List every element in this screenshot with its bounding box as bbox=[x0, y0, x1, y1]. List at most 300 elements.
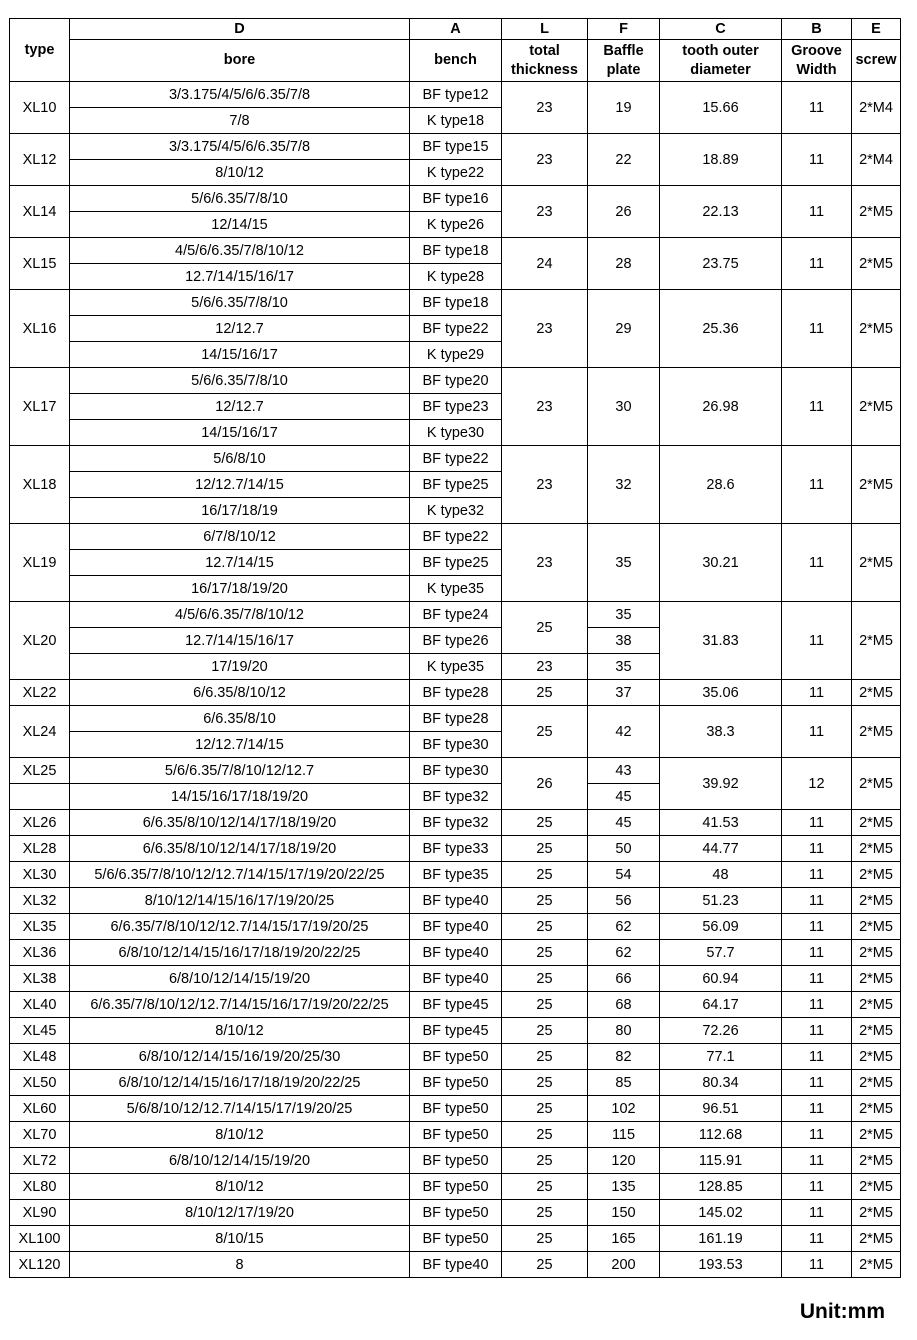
screw-cell: 2*M5 bbox=[852, 992, 901, 1018]
bench-cell: BF type45 bbox=[410, 1018, 502, 1044]
thickness-cell: 23 bbox=[502, 446, 588, 524]
groove-cell: 11 bbox=[782, 1018, 852, 1044]
bench-cell: BF type40 bbox=[410, 966, 502, 992]
baffle-cell: 45 bbox=[588, 810, 660, 836]
bore-cell: 6/8/10/12/14/15/19/20 bbox=[70, 966, 410, 992]
table-row bbox=[10, 1070, 901, 1096]
diameter-cell: 96.51 bbox=[660, 1096, 782, 1122]
diameter-cell: 26.98 bbox=[660, 368, 782, 446]
table-row bbox=[10, 1122, 901, 1148]
diameter-cell: 35.06 bbox=[660, 680, 782, 706]
screw-cell: 2*M5 bbox=[852, 1200, 901, 1226]
groove-cell: 11 bbox=[782, 1200, 852, 1226]
screw-cell: 2*M5 bbox=[852, 1226, 901, 1252]
thickness-cell: 25 bbox=[502, 836, 588, 862]
bench-cell: K type35 bbox=[410, 576, 502, 602]
bench-cell: K type22 bbox=[410, 160, 502, 186]
bore-cell: 5/6/6.35/7/8/10/12/12.7/14/15/17/19/20/22/25 bbox=[70, 862, 410, 888]
bench-cell: BF type50 bbox=[410, 1096, 502, 1122]
type-cell-empty bbox=[10, 784, 70, 810]
bench-cell: BF type30 bbox=[410, 758, 502, 784]
type-cell: XL36 bbox=[10, 940, 70, 966]
header-groove-width: Groove Width bbox=[782, 40, 852, 82]
thickness-cell: 25 bbox=[502, 992, 588, 1018]
type-cell: XL19 bbox=[10, 524, 70, 602]
baffle-cell: 29 bbox=[588, 290, 660, 368]
bench-cell: BF type23 bbox=[410, 394, 502, 420]
diameter-cell: 145.02 bbox=[660, 1200, 782, 1226]
groove-cell: 11 bbox=[782, 1226, 852, 1252]
thickness-cell: 23 bbox=[502, 368, 588, 446]
table-row bbox=[10, 758, 901, 784]
groove-cell: 11 bbox=[782, 1070, 852, 1096]
baffle-cell: 135 bbox=[588, 1174, 660, 1200]
bench-cell: BF type50 bbox=[410, 1122, 502, 1148]
bore-cell: 12/12.7/14/15 bbox=[70, 472, 410, 498]
bore-cell: 6/6.35/7/8/10/12/12.7/14/15/17/19/20/25 bbox=[70, 914, 410, 940]
baffle-cell: 45 bbox=[588, 784, 660, 810]
baffle-cell: 62 bbox=[588, 940, 660, 966]
thickness-cell: 23 bbox=[502, 186, 588, 238]
bore-cell: 16/17/18/19/20 bbox=[70, 576, 410, 602]
thickness-cell: 25 bbox=[502, 1044, 588, 1070]
table-row bbox=[10, 238, 901, 264]
diameter-cell: 41.53 bbox=[660, 810, 782, 836]
bench-cell: BF type16 bbox=[410, 186, 502, 212]
screw-cell: 2*M5 bbox=[852, 368, 901, 446]
thickness-cell: 25 bbox=[502, 1148, 588, 1174]
diameter-cell: 128.85 bbox=[660, 1174, 782, 1200]
bench-cell: BF type50 bbox=[410, 1148, 502, 1174]
bench-cell: BF type32 bbox=[410, 810, 502, 836]
type-cell: XL60 bbox=[10, 1096, 70, 1122]
groove-cell: 11 bbox=[782, 446, 852, 524]
bench-cell: BF type25 bbox=[410, 472, 502, 498]
screw-cell: 2*M5 bbox=[852, 680, 901, 706]
diameter-cell: 23.75 bbox=[660, 238, 782, 290]
thickness-cell: 26 bbox=[502, 758, 588, 810]
bore-cell: 5/6/6.35/7/8/10 bbox=[70, 186, 410, 212]
bore-cell: 8/10/12 bbox=[70, 1174, 410, 1200]
baffle-cell: 38 bbox=[588, 628, 660, 654]
bore-cell: 16/17/18/19 bbox=[70, 498, 410, 524]
diameter-cell: 77.1 bbox=[660, 1044, 782, 1070]
type-cell: XL70 bbox=[10, 1122, 70, 1148]
table-row bbox=[10, 290, 901, 316]
diameter-cell: 30.21 bbox=[660, 524, 782, 602]
screw-cell: 2*M5 bbox=[852, 1018, 901, 1044]
screw-cell: 2*M5 bbox=[852, 966, 901, 992]
screw-cell: 2*M5 bbox=[852, 446, 901, 524]
baffle-cell: 35 bbox=[588, 524, 660, 602]
bore-cell: 6/6.35/8/10 bbox=[70, 706, 410, 732]
type-cell: XL10 bbox=[10, 82, 70, 134]
diameter-cell: 25.36 bbox=[660, 290, 782, 368]
table-row bbox=[10, 1200, 901, 1226]
bench-cell: K type29 bbox=[410, 342, 502, 368]
thickness-cell: 25 bbox=[502, 1226, 588, 1252]
table-row bbox=[10, 1252, 901, 1278]
bench-cell: BF type18 bbox=[410, 238, 502, 264]
thickness-cell: 23 bbox=[502, 82, 588, 134]
bore-cell: 3/3.175/4/5/6/6.35/7/8 bbox=[70, 134, 410, 160]
bore-cell: 12/12.7 bbox=[70, 394, 410, 420]
thickness-cell: 23 bbox=[502, 524, 588, 602]
bore-cell: 5/6/8/10/12/12.7/14/15/17/19/20/25 bbox=[70, 1096, 410, 1122]
header-tooth-outer-diameter: tooth outer diameter bbox=[660, 40, 782, 82]
table-row bbox=[10, 134, 901, 160]
thickness-cell: 25 bbox=[502, 966, 588, 992]
screw-cell: 2*M5 bbox=[852, 186, 901, 238]
baffle-cell: 165 bbox=[588, 1226, 660, 1252]
thickness-cell: 25 bbox=[502, 1096, 588, 1122]
table-body bbox=[10, 19, 901, 1278]
diameter-cell: 72.26 bbox=[660, 1018, 782, 1044]
type-cell: XL50 bbox=[10, 1070, 70, 1096]
bore-cell: 5/6/6.35/7/8/10/12/12.7 bbox=[70, 758, 410, 784]
table-row bbox=[10, 862, 901, 888]
baffle-cell: 22 bbox=[588, 134, 660, 186]
baffle-cell: 115 bbox=[588, 1122, 660, 1148]
diameter-cell: 80.34 bbox=[660, 1070, 782, 1096]
groove-cell: 11 bbox=[782, 862, 852, 888]
bench-cell: BF type32 bbox=[410, 784, 502, 810]
thickness-cell: 23 bbox=[502, 134, 588, 186]
groove-cell: 12 bbox=[782, 758, 852, 810]
header-letter-L: L bbox=[502, 19, 588, 40]
table-row bbox=[10, 914, 901, 940]
header-row-letters bbox=[10, 19, 901, 40]
baffle-cell: 85 bbox=[588, 1070, 660, 1096]
screw-cell: 2*M4 bbox=[852, 82, 901, 134]
bench-cell: BF type22 bbox=[410, 524, 502, 550]
baffle-cell: 82 bbox=[588, 1044, 660, 1070]
groove-cell: 11 bbox=[782, 134, 852, 186]
header-letter-A: A bbox=[410, 19, 502, 40]
groove-cell: 11 bbox=[782, 1252, 852, 1278]
diameter-cell: 39.92 bbox=[660, 758, 782, 810]
header-letter-B: B bbox=[782, 19, 852, 40]
table-row bbox=[10, 1148, 901, 1174]
table-row bbox=[10, 940, 901, 966]
baffle-cell: 28 bbox=[588, 238, 660, 290]
bore-cell: 4/5/6/6.35/7/8/10/12 bbox=[70, 602, 410, 628]
diameter-cell: 15.66 bbox=[660, 82, 782, 134]
groove-cell: 11 bbox=[782, 940, 852, 966]
thickness-cell: 25 bbox=[502, 1018, 588, 1044]
bore-cell: 6/8/10/12/14/15/16/17/18/19/20/22/25 bbox=[70, 940, 410, 966]
type-cell: XL38 bbox=[10, 966, 70, 992]
bench-cell: K type32 bbox=[410, 498, 502, 524]
bench-cell: BF type40 bbox=[410, 914, 502, 940]
baffle-cell: 30 bbox=[588, 368, 660, 446]
table-row bbox=[10, 680, 901, 706]
bore-cell: 6/6.35/8/10/12/14/17/18/19/20 bbox=[70, 836, 410, 862]
baffle-cell: 68 bbox=[588, 992, 660, 1018]
type-cell: XL35 bbox=[10, 914, 70, 940]
thickness-cell: 25 bbox=[502, 862, 588, 888]
screw-cell: 2*M5 bbox=[852, 758, 901, 810]
groove-cell: 11 bbox=[782, 368, 852, 446]
header-type: type bbox=[10, 19, 70, 82]
diameter-cell: 44.77 bbox=[660, 836, 782, 862]
header-bore: bore bbox=[70, 40, 410, 82]
groove-cell: 11 bbox=[782, 1122, 852, 1148]
header-letter-F: F bbox=[588, 19, 660, 40]
baffle-cell: 56 bbox=[588, 888, 660, 914]
type-cell: XL90 bbox=[10, 1200, 70, 1226]
bore-cell: 12/12.7/14/15 bbox=[70, 732, 410, 758]
table-row bbox=[10, 602, 901, 628]
bench-cell: K type18 bbox=[410, 108, 502, 134]
thickness-cell: 25 bbox=[502, 888, 588, 914]
diameter-cell: 22.13 bbox=[660, 186, 782, 238]
type-cell: XL28 bbox=[10, 836, 70, 862]
type-cell: XL17 bbox=[10, 368, 70, 446]
thickness-cell: 25 bbox=[502, 1174, 588, 1200]
bore-cell: 12.7/14/15 bbox=[70, 550, 410, 576]
baffle-cell: 102 bbox=[588, 1096, 660, 1122]
diameter-cell: 48 bbox=[660, 862, 782, 888]
baffle-cell: 43 bbox=[588, 758, 660, 784]
header-screw: screw bbox=[852, 40, 901, 82]
groove-cell: 11 bbox=[782, 888, 852, 914]
bore-cell: 17/19/20 bbox=[70, 654, 410, 680]
thickness-cell: 25 bbox=[502, 602, 588, 654]
table-row bbox=[10, 186, 901, 212]
bench-cell: BF type50 bbox=[410, 1200, 502, 1226]
bore-cell: 5/6/6.35/7/8/10 bbox=[70, 290, 410, 316]
bench-cell: BF type15 bbox=[410, 134, 502, 160]
type-cell: XL72 bbox=[10, 1148, 70, 1174]
type-cell: XL32 bbox=[10, 888, 70, 914]
screw-cell: 2*M5 bbox=[852, 940, 901, 966]
bench-cell: BF type50 bbox=[410, 1044, 502, 1070]
spec-table bbox=[9, 18, 901, 1278]
bench-cell: BF type25 bbox=[410, 550, 502, 576]
bore-cell: 4/5/6/6.35/7/8/10/12 bbox=[70, 238, 410, 264]
type-cell: XL18 bbox=[10, 446, 70, 524]
bench-cell: BF type24 bbox=[410, 602, 502, 628]
baffle-cell: 54 bbox=[588, 862, 660, 888]
screw-cell: 2*M5 bbox=[852, 1044, 901, 1070]
groove-cell: 11 bbox=[782, 680, 852, 706]
bench-cell: BF type40 bbox=[410, 1252, 502, 1278]
bore-cell: 8/10/12 bbox=[70, 160, 410, 186]
diameter-cell: 64.17 bbox=[660, 992, 782, 1018]
baffle-cell: 80 bbox=[588, 1018, 660, 1044]
bench-cell: K type35 bbox=[410, 654, 502, 680]
bench-cell: K type26 bbox=[410, 212, 502, 238]
type-cell: XL45 bbox=[10, 1018, 70, 1044]
screw-cell: 2*M5 bbox=[852, 1174, 901, 1200]
thickness-cell: 23 bbox=[502, 654, 588, 680]
header-letter-D: D bbox=[70, 19, 410, 40]
diameter-cell: 193.53 bbox=[660, 1252, 782, 1278]
thickness-cell: 25 bbox=[502, 810, 588, 836]
baffle-cell: 32 bbox=[588, 446, 660, 524]
type-cell: XL24 bbox=[10, 706, 70, 758]
screw-cell: 2*M5 bbox=[852, 238, 901, 290]
screw-cell: 2*M4 bbox=[852, 134, 901, 186]
bore-cell: 8/10/15 bbox=[70, 1226, 410, 1252]
screw-cell: 2*M5 bbox=[852, 836, 901, 862]
diameter-cell: 161.19 bbox=[660, 1226, 782, 1252]
table-row bbox=[10, 1226, 901, 1252]
thickness-cell: 23 bbox=[502, 290, 588, 368]
bore-cell: 8/10/12/14/15/16/17/19/20/25 bbox=[70, 888, 410, 914]
bore-cell: 14/15/16/17/18/19/20 bbox=[70, 784, 410, 810]
bore-cell: 12/12.7 bbox=[70, 316, 410, 342]
baffle-cell: 42 bbox=[588, 706, 660, 758]
bore-cell: 5/6/6.35/7/8/10 bbox=[70, 368, 410, 394]
groove-cell: 11 bbox=[782, 82, 852, 134]
screw-cell: 2*M5 bbox=[852, 1122, 901, 1148]
groove-cell: 11 bbox=[782, 992, 852, 1018]
screw-cell: 2*M5 bbox=[852, 290, 901, 368]
bench-cell: BF type50 bbox=[410, 1174, 502, 1200]
screw-cell: 2*M5 bbox=[852, 706, 901, 758]
header-letter-E: E bbox=[852, 19, 901, 40]
thickness-cell: 25 bbox=[502, 1122, 588, 1148]
baffle-cell: 35 bbox=[588, 654, 660, 680]
thickness-cell: 24 bbox=[502, 238, 588, 290]
table-row bbox=[10, 1044, 901, 1070]
table-row bbox=[10, 706, 901, 732]
type-cell: XL12 bbox=[10, 134, 70, 186]
diameter-cell: 115.91 bbox=[660, 1148, 782, 1174]
bore-cell: 12/14/15 bbox=[70, 212, 410, 238]
type-cell: XL25 bbox=[10, 758, 70, 784]
table-row bbox=[10, 446, 901, 472]
thickness-cell: 25 bbox=[502, 680, 588, 706]
table-row bbox=[10, 836, 901, 862]
thickness-cell: 25 bbox=[502, 1070, 588, 1096]
bench-cell: BF type22 bbox=[410, 316, 502, 342]
screw-cell: 2*M5 bbox=[852, 1148, 901, 1174]
bench-cell: BF type40 bbox=[410, 888, 502, 914]
screw-cell: 2*M5 bbox=[852, 862, 901, 888]
bore-cell: 8/10/12/17/19/20 bbox=[70, 1200, 410, 1226]
diameter-cell: 31.83 bbox=[660, 602, 782, 680]
table-row bbox=[10, 992, 901, 1018]
groove-cell: 11 bbox=[782, 1044, 852, 1070]
bore-cell: 12.7/14/15/16/17 bbox=[70, 628, 410, 654]
diameter-cell: 60.94 bbox=[660, 966, 782, 992]
screw-cell: 2*M5 bbox=[852, 914, 901, 940]
bore-cell: 6/8/10/12/14/15/19/20 bbox=[70, 1148, 410, 1174]
bench-cell: BF type26 bbox=[410, 628, 502, 654]
thickness-cell: 25 bbox=[502, 1200, 588, 1226]
groove-cell: 11 bbox=[782, 706, 852, 758]
bench-cell: BF type28 bbox=[410, 706, 502, 732]
type-cell: XL14 bbox=[10, 186, 70, 238]
type-cell: XL100 bbox=[10, 1226, 70, 1252]
bench-cell: BF type33 bbox=[410, 836, 502, 862]
diameter-cell: 38.3 bbox=[660, 706, 782, 758]
table-row bbox=[10, 82, 901, 108]
diameter-cell: 51.23 bbox=[660, 888, 782, 914]
bench-cell: BF type40 bbox=[410, 940, 502, 966]
screw-cell: 2*M5 bbox=[852, 888, 901, 914]
thickness-cell: 25 bbox=[502, 706, 588, 758]
baffle-cell: 200 bbox=[588, 1252, 660, 1278]
thickness-cell: 25 bbox=[502, 914, 588, 940]
groove-cell: 11 bbox=[782, 186, 852, 238]
bore-cell: 6/6.35/8/10/12 bbox=[70, 680, 410, 706]
type-cell: XL26 bbox=[10, 810, 70, 836]
bore-cell: 8 bbox=[70, 1252, 410, 1278]
baffle-cell: 37 bbox=[588, 680, 660, 706]
type-cell: XL22 bbox=[10, 680, 70, 706]
table-row bbox=[10, 1018, 901, 1044]
bench-cell: BF type50 bbox=[410, 1070, 502, 1096]
bench-cell: BF type30 bbox=[410, 732, 502, 758]
bench-cell: BF type22 bbox=[410, 446, 502, 472]
header-row-names bbox=[10, 40, 901, 82]
type-cell: XL16 bbox=[10, 290, 70, 368]
thickness-cell: 25 bbox=[502, 1252, 588, 1278]
type-cell: XL40 bbox=[10, 992, 70, 1018]
table-row bbox=[10, 1174, 901, 1200]
type-cell: XL120 bbox=[10, 1252, 70, 1278]
table-row bbox=[10, 524, 901, 550]
bench-cell: BF type28 bbox=[410, 680, 502, 706]
baffle-cell: 66 bbox=[588, 966, 660, 992]
type-cell: XL30 bbox=[10, 862, 70, 888]
bore-cell: 3/3.175/4/5/6/6.35/7/8 bbox=[70, 82, 410, 108]
baffle-cell: 150 bbox=[588, 1200, 660, 1226]
groove-cell: 11 bbox=[782, 810, 852, 836]
bore-cell: 14/15/16/17 bbox=[70, 420, 410, 446]
bench-cell: BF type18 bbox=[410, 290, 502, 316]
thickness-cell: 25 bbox=[502, 940, 588, 966]
bore-cell: 12.7/14/15/16/17 bbox=[70, 264, 410, 290]
bench-cell: K type30 bbox=[410, 420, 502, 446]
bore-cell: 6/6.35/7/8/10/12/12.7/14/15/16/17/19/20/22/25 bbox=[70, 992, 410, 1018]
diameter-cell: 28.6 bbox=[660, 446, 782, 524]
header-letter-C: C bbox=[660, 19, 782, 40]
groove-cell: 11 bbox=[782, 290, 852, 368]
diameter-cell: 56.09 bbox=[660, 914, 782, 940]
type-cell: XL15 bbox=[10, 238, 70, 290]
bore-cell: 8/10/12 bbox=[70, 1122, 410, 1148]
groove-cell: 11 bbox=[782, 1148, 852, 1174]
baffle-cell: 26 bbox=[588, 186, 660, 238]
bore-cell: 6/7/8/10/12 bbox=[70, 524, 410, 550]
groove-cell: 11 bbox=[782, 602, 852, 680]
diameter-cell: 112.68 bbox=[660, 1122, 782, 1148]
header-baffle-plate: Baffle plate bbox=[588, 40, 660, 82]
table-row bbox=[10, 1096, 901, 1122]
screw-cell: 2*M5 bbox=[852, 524, 901, 602]
bore-cell: 8/10/12 bbox=[70, 1018, 410, 1044]
screw-cell: 2*M5 bbox=[852, 602, 901, 680]
bench-cell: BF type50 bbox=[410, 1226, 502, 1252]
unit-label: Unit:mm bbox=[799, 1300, 885, 1323]
bore-cell: 7/8 bbox=[70, 108, 410, 134]
groove-cell: 11 bbox=[782, 966, 852, 992]
type-cell: XL80 bbox=[10, 1174, 70, 1200]
table-row bbox=[10, 810, 901, 836]
screw-cell: 2*M5 bbox=[852, 1070, 901, 1096]
bore-cell: 6/8/10/12/14/15/16/17/18/19/20/22/25 bbox=[70, 1070, 410, 1096]
baffle-cell: 50 bbox=[588, 836, 660, 862]
baffle-cell: 35 bbox=[588, 602, 660, 628]
bench-cell: K type28 bbox=[410, 264, 502, 290]
screw-cell: 2*M5 bbox=[852, 1252, 901, 1278]
groove-cell: 11 bbox=[782, 1096, 852, 1122]
